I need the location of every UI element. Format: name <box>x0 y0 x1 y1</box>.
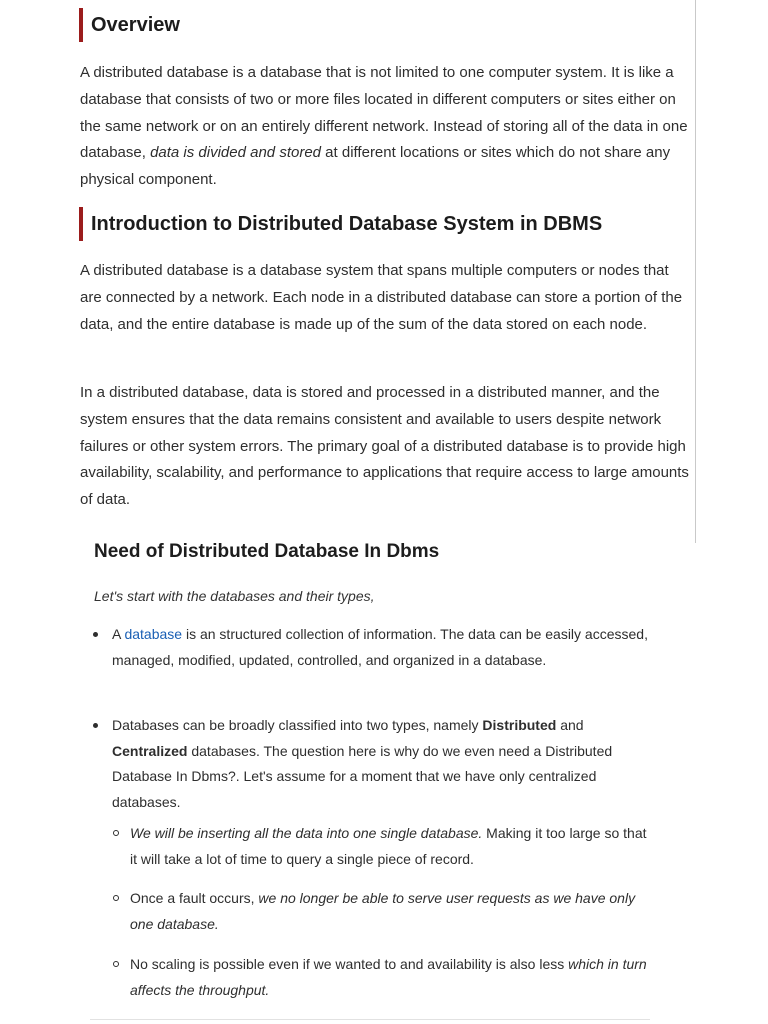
sub-list-item-single-database <box>130 821 650 872</box>
overview-heading: Overview <box>79 8 180 42</box>
sub1-rest: Making it too large so that it will take a lot of time to query a single piece of record. <box>130 825 647 867</box>
sub2-plain: Once a fault occurs, <box>130 890 259 906</box>
overview-paragraph <box>80 60 690 194</box>
list-item-database-definition <box>112 622 652 673</box>
bullet2-text-3: databases. The question here is why do we even need a Distributed Database In Dbms?. Let's assume for a moment that we have only centralized databases. <box>112 742 613 810</box>
sub2-emphasis: we no longer be able to serve user requests as we have only one database. <box>130 890 636 932</box>
overview-text-start: A distributed database is a database that is not limited to one computer system. It is like a database that consists of two or more files located in different computers or sites either on the same network or on an entirely different network. Instead of storing all of the data in one database, <box>80 64 688 162</box>
centralized-term: Centralized <box>112 742 188 759</box>
need-lead-text: Let's start with the databases and their types, <box>94 588 375 604</box>
need-heading: Need of Distributed Database In Dbms <box>94 541 440 562</box>
overview-emphasis: data is divided and stored <box>150 144 322 162</box>
bullet2-text-2: and <box>556 717 584 733</box>
bullet2-text-1: Databases can be broadly classified into two types, namely <box>112 717 483 733</box>
database-link[interactable]: database <box>124 626 183 642</box>
sub1-emphasis: We will be inserting all the data into one single database. <box>130 825 483 841</box>
bullet1-prefix: A <box>112 626 125 642</box>
intro-paragraph-2: In a distributed database, data is stored and processed in a distributed manner, and the system ensures that the data remains consistent and available to users despite network failures or other system errors. The primary goal of a distributed database is to provide high availability, scalability, and performance to applications that require access to large amounts of data. <box>80 384 689 509</box>
intro-paragraph-1: A distributed database is a database system that spans multiple computers or nodes that are connected by a network. Each node in a distributed database can store a portion of the data, and the entire database is made up of the sum of the data stored on each node. <box>80 262 683 333</box>
distributed-term: Distributed <box>482 717 557 733</box>
sub-list-item-fault <box>130 886 650 937</box>
overview-text-end: at different locations or sites which do not share any physical component. <box>80 144 671 189</box>
intro-heading: Introduction to Distributed Database System in DBMS <box>79 207 602 241</box>
sub-list-item-scaling <box>130 952 650 1003</box>
sub3-emphasis: which in turn affects the throughput. <box>130 956 647 998</box>
bullet1-suffix: is an structured collection of information. The data can be easily accessed, managed, modified, updated, controlled, and organized in a database. <box>112 626 648 668</box>
bottom-divider <box>90 1019 650 1020</box>
sub3-plain: No scaling is possible even if we wanted to and availability is also less <box>130 956 569 972</box>
list-item-database-types <box>112 713 652 815</box>
